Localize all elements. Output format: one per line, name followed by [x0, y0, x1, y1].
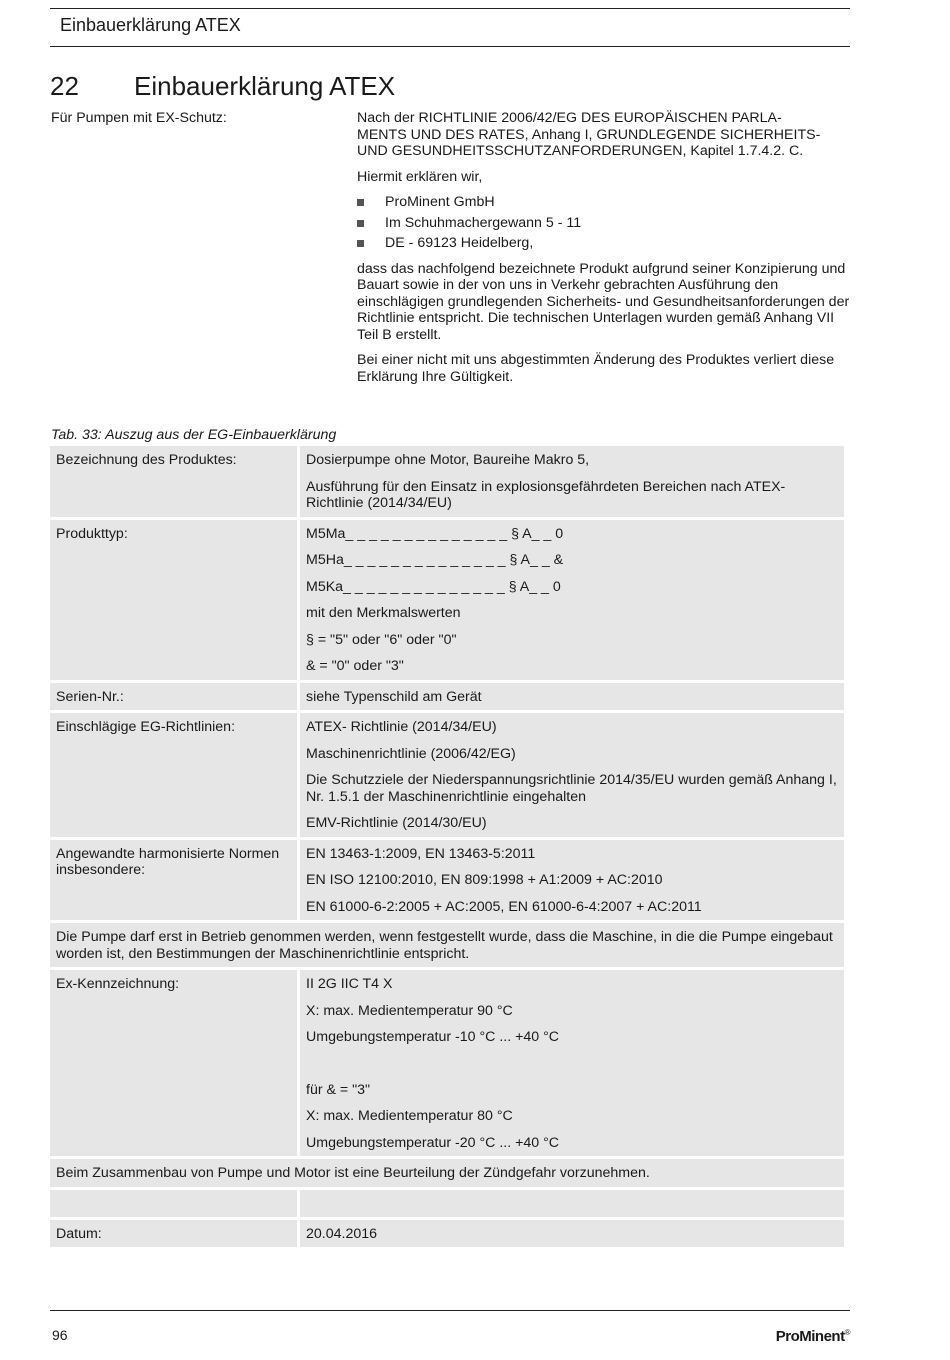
chapter-number: 22 — [50, 71, 79, 101]
value-line: Dosierpumpe ohne Motor, Baureihe Makro 5, — [306, 452, 590, 468]
value-line: & = "0" oder "3" — [306, 658, 404, 674]
value-line: EMV-Richtlinie (2014/30/EU) — [306, 815, 487, 831]
value-line: Umgebungstemperatur -20 °C ... +40 °C — [306, 1134, 560, 1151]
value-line: X: max. Medientemperatur 80 °C — [306, 1108, 513, 1124]
value-line: Umgebungstemperatur -10 °C ... +40 °C — [306, 1029, 560, 1045]
value-line: EN 13463-1:2009, EN 13463-5:2011 — [306, 845, 536, 862]
row-label: Serien-Nr.: — [50, 683, 297, 711]
table-row — [50, 1190, 844, 1217]
row-label: Datum: — [50, 1220, 297, 1248]
directive-line: UND GESUNDHEITSSCHUTZANFORDERUNGEN, Kapitel 1.7.4.2. C. — [357, 143, 804, 159]
page-number: 96 — [52, 1327, 68, 1343]
value-line: M5Ka_ _ _ _ _ _ _ _ _ _ _ _ _ _ § A_ _ 0 — [306, 578, 561, 595]
declaration-table — [47, 443, 847, 1250]
table-row — [50, 923, 844, 967]
chapter-title: Einbauerklärung ATEX — [134, 71, 396, 101]
value-line: X: max. Medientemperatur 90 °C — [306, 1002, 513, 1019]
row-label: Einschlägige EG-Richtlinien: — [50, 713, 297, 837]
row-value — [300, 840, 844, 921]
row-note: Beim Zusammenbau von Pumpe und Motor ist eine Beurteilung der Zündgefahr vorzunehmen. — [50, 1159, 844, 1187]
intro-text — [357, 110, 852, 394]
row-value — [300, 1190, 844, 1217]
value-line: für & = "3" — [306, 1081, 371, 1098]
value-line: M5Ma_ _ _ _ _ _ _ _ _ _ _ _ _ _ § A_ _ 0 — [306, 525, 564, 542]
square-bullet-icon — [357, 240, 364, 247]
intro-paragraph-conformity: dass das nachfolgend bezeichnete Produkt aufgrund seiner Konzipierung und Bauart sowie in der von uns in Verkehr gebrachten Ausführung den einschlägigen grundlegenden Sicherheits- und Gesundheitsanforderungen der Richtlinie entspricht. Die technischen Unterlagen wurden gemäß Anhang VII Teil B erstellt. — [357, 260, 850, 343]
square-bullet-icon — [357, 220, 364, 227]
row-label — [50, 1190, 297, 1217]
row-label: Produkttyp: — [50, 520, 297, 680]
value-line: Maschinenrichtlinie (2006/42/EG) — [306, 745, 516, 762]
header-rule-top — [50, 8, 850, 9]
row-value — [300, 446, 844, 517]
value-line: EN 61000-6-2:2005 + AC:2005, EN 61000-6-4:2007 + AC:2011 — [306, 898, 702, 915]
value-line: M5Ha_ _ _ _ _ _ _ _ _ _ _ _ _ _ § A_ _ & — [306, 552, 564, 568]
value-line: siehe Typenschild am Gerät — [306, 688, 482, 705]
address-list — [357, 194, 852, 252]
table-row — [50, 1159, 844, 1187]
row-note: Die Pumpe darf erst in Betrieb genommen werden, wenn festgestellt wurde, dass die Maschine, in die die Pumpe eingebaut worden ist, den Bestimmungen der Maschinenrichtlinie entspricht. — [50, 923, 844, 967]
table-caption: Tab. 33: Auszug aus der EG-Einbauerklärung — [51, 427, 337, 443]
chapter-heading — [50, 71, 395, 102]
row-value — [300, 970, 844, 1156]
running-header-title: Einbauerklärung ATEX — [60, 15, 241, 35]
value-line: EN ISO 12100:2010, EN 809:1998 + A1:2009 + AC:2010 — [306, 872, 663, 888]
value-line: ATEX- Richtlinie (2014/34/EU) — [306, 719, 497, 735]
table-row — [50, 970, 844, 1156]
spacer — [306, 1056, 838, 1082]
row-value — [300, 683, 844, 711]
intro-paragraph-validity: Bei einer nicht mit uns abgestimmten Änderung des Produktes verliert diese Erklärung Ihre Gültigkeit. — [357, 352, 835, 385]
table-row — [50, 446, 844, 517]
intro-paragraph-declare: Hiermit erklären wir, — [357, 168, 483, 185]
table-row — [50, 1220, 844, 1248]
row-value: 20.04.2016 — [300, 1220, 844, 1248]
directive-line: Nach der RICHTLINIE 2006/42/EG DES EUROPÄISCHEN PARLA- — [357, 110, 782, 126]
row-label: Bezeichnung des Produktes: — [50, 446, 297, 517]
list-item: ProMinent GmbH — [357, 194, 852, 211]
table-row — [50, 840, 844, 921]
list-item: Im Schuhmachergewann 5 - 11 — [357, 215, 852, 232]
value-line: Die Schutzziele der Niederspannungsrichtlinie 2014/35/EU wurden gemäß Anhang I, Nr. 1.5.1 der Maschinenrichtlinie eingehalten — [306, 772, 837, 805]
table-row — [50, 520, 844, 680]
table-row — [50, 713, 844, 837]
directive-line: MENTS UND DES RATES, Anhang I, GRUNDLEGENDE SICHERHEITS- — [357, 126, 821, 143]
row-value — [300, 520, 844, 680]
value-line: mit den Merkmalswerten — [306, 605, 461, 621]
intro-paragraph-directive — [357, 110, 852, 160]
table-row — [50, 683, 844, 711]
value-line: II 2G IIC T4 X — [306, 976, 393, 992]
row-label: Ex-Kennzeichnung: — [50, 970, 297, 1156]
prominent-logo: ProMinent® — [775, 1328, 850, 1345]
list-item: DE - 69123 Heidelberg, — [357, 235, 852, 252]
row-label: Angewandte harmonisierte Normen insbesondere: — [50, 840, 297, 921]
square-bullet-icon — [357, 199, 364, 206]
footer-rule — [50, 1310, 850, 1311]
value-line: Ausführung für den Einsatz in explosionsgefährdeten Bereichen nach ATEX-Richtlinie (2014/34/EU) — [306, 478, 786, 511]
header-rule-bottom — [50, 46, 850, 47]
side-label: Für Pumpen mit EX-Schutz: — [51, 110, 227, 126]
row-value — [300, 713, 844, 837]
value-line: § = "5" oder "6" oder "0" — [306, 631, 457, 648]
